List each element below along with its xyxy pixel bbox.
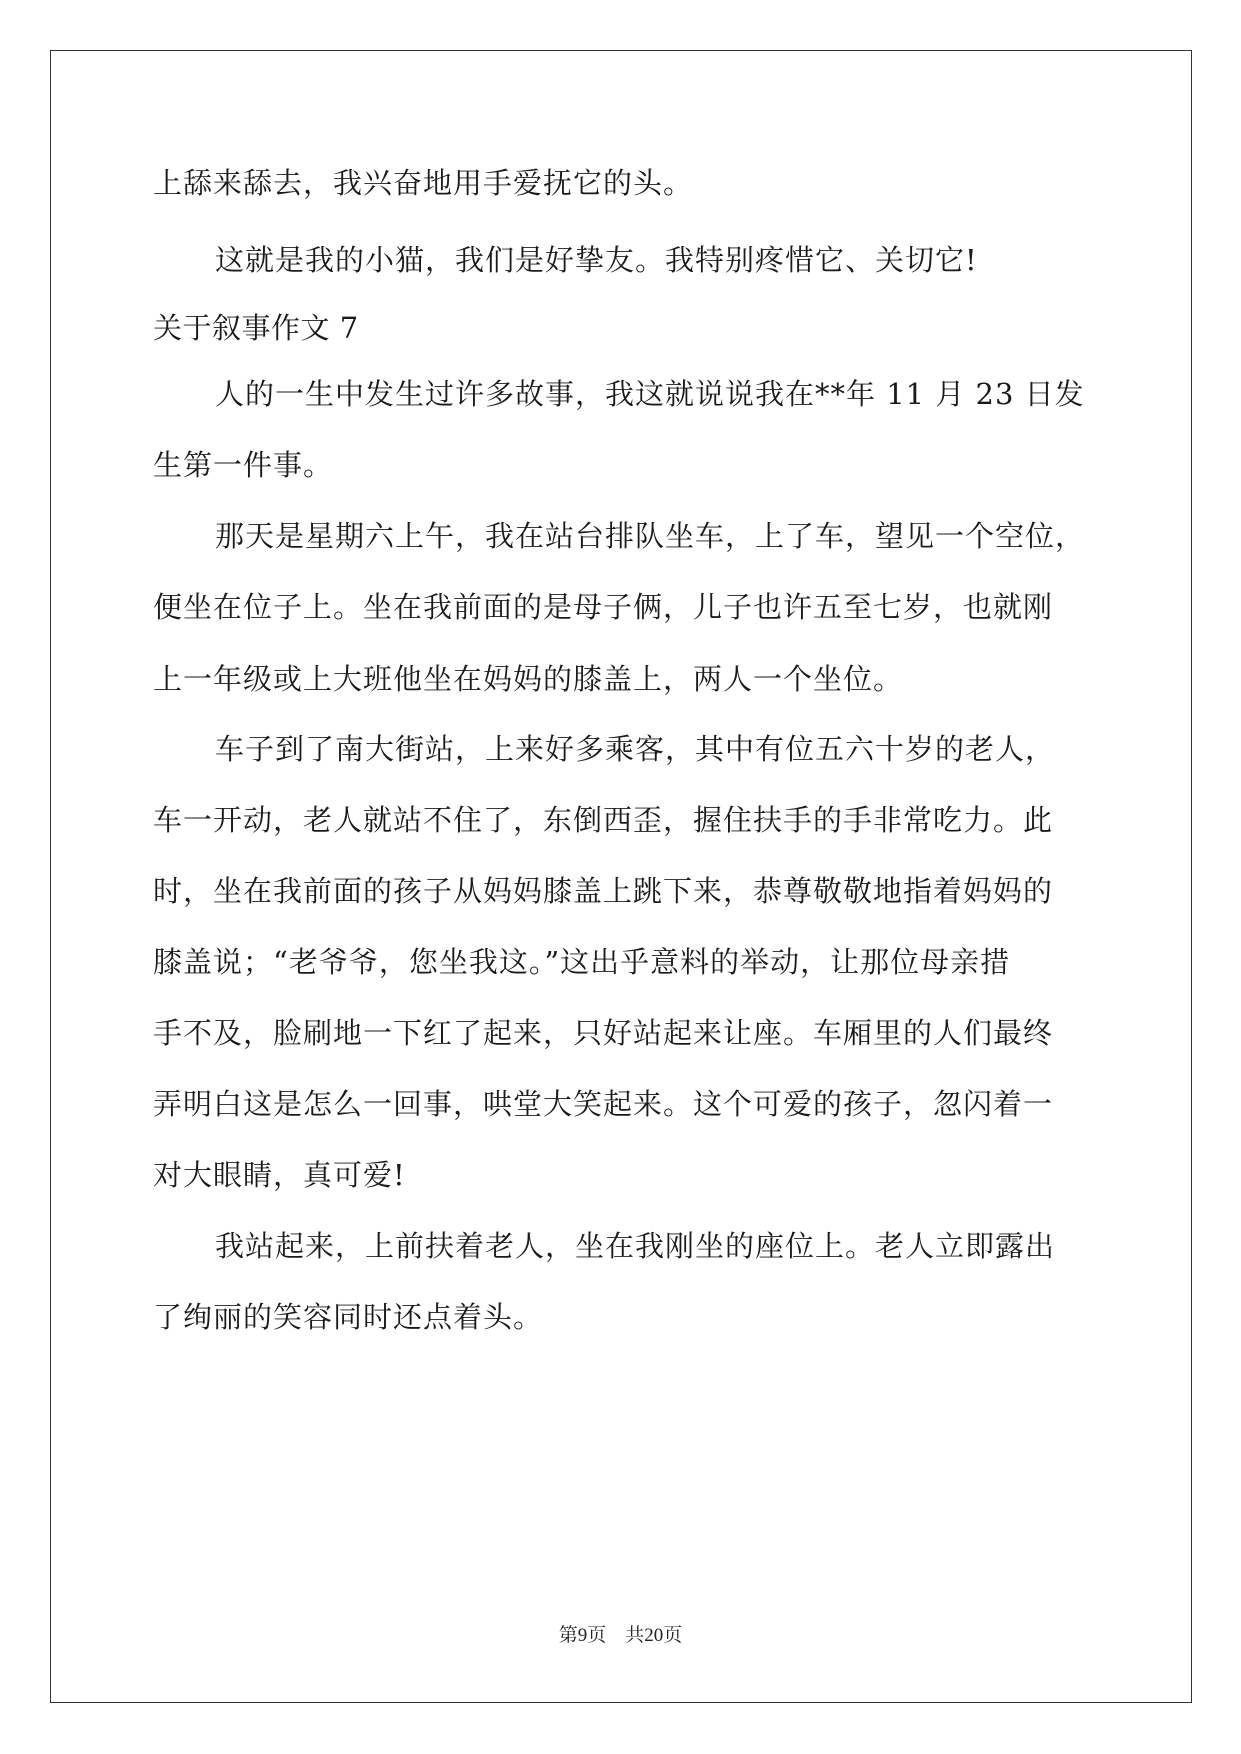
text-line: 车一开动，老人就站不住了，东倒西歪，握住扶手的手非常吃力。此 bbox=[153, 803, 1054, 837]
paragraph-first-line: 那天是星期六上午，我在站台排队坐车，上了车，望见一个空位， bbox=[215, 519, 1086, 553]
text-line: 时，坐在我前面的孩子从妈妈膝盖上跳下来，恭尊敬敬地指着妈妈的 bbox=[153, 874, 1054, 908]
text-line: 弄明白这是怎么一回事，哄堂大笑起来。这个可爱的孩子，忽闪着一 bbox=[153, 1087, 1054, 1121]
text-line: 对大眼睛，真可爱! bbox=[153, 1158, 406, 1192]
text-line: 上一年级或上大班他坐在妈妈的膝盖上，两人一个坐位。 bbox=[153, 662, 904, 696]
total-label-suffix: 页 bbox=[663, 1625, 683, 1646]
page-footer bbox=[0, 1620, 1241, 1647]
paragraph-first-line: 我站起来，上前扶着老人，坐在我刚坐的座位上。老人立即露出 bbox=[215, 1229, 1056, 1263]
paragraph-first-line: 车子到了南大街站，上来好多乘客，其中有位五六十岁的老人， bbox=[215, 732, 1056, 766]
section-heading: 关于叙事作文 7 bbox=[153, 311, 359, 345]
total-label-prefix: 共 bbox=[625, 1625, 645, 1646]
text-line: 生第一件事。 bbox=[153, 448, 334, 482]
paragraph-first-line: 这就是我的小猫，我们是好挚友。我特别疼惜它、关切它! bbox=[215, 243, 978, 277]
total-pages: 20 bbox=[644, 1625, 664, 1646]
paragraph-first-line: 人的一生中发生过许多故事，我这就说说我在**年 11 月 23 日发 bbox=[215, 377, 1085, 411]
text-line: 手不及，脸刷地一下红了起来，只好站起来让座。车厢里的人们最终 bbox=[153, 1016, 1054, 1050]
text-line: 膝盖说；“老爷爷，您坐我这。”这出乎意料的举动，让那位母亲措 bbox=[153, 945, 1011, 979]
page-label-suffix: 页 bbox=[587, 1625, 607, 1646]
text-line: 了绚丽的笑容同时还点着头。 bbox=[153, 1300, 544, 1334]
page-number: 9 bbox=[577, 1625, 588, 1646]
text-line: 上舔来舔去，我兴奋地用手爱抚它的头。 bbox=[153, 166, 694, 200]
page-label-prefix: 第 bbox=[558, 1625, 578, 1646]
text-line: 便坐在位子上。坐在我前面的是母子俩，儿子也许五至七岁，也就刚 bbox=[153, 590, 1054, 624]
